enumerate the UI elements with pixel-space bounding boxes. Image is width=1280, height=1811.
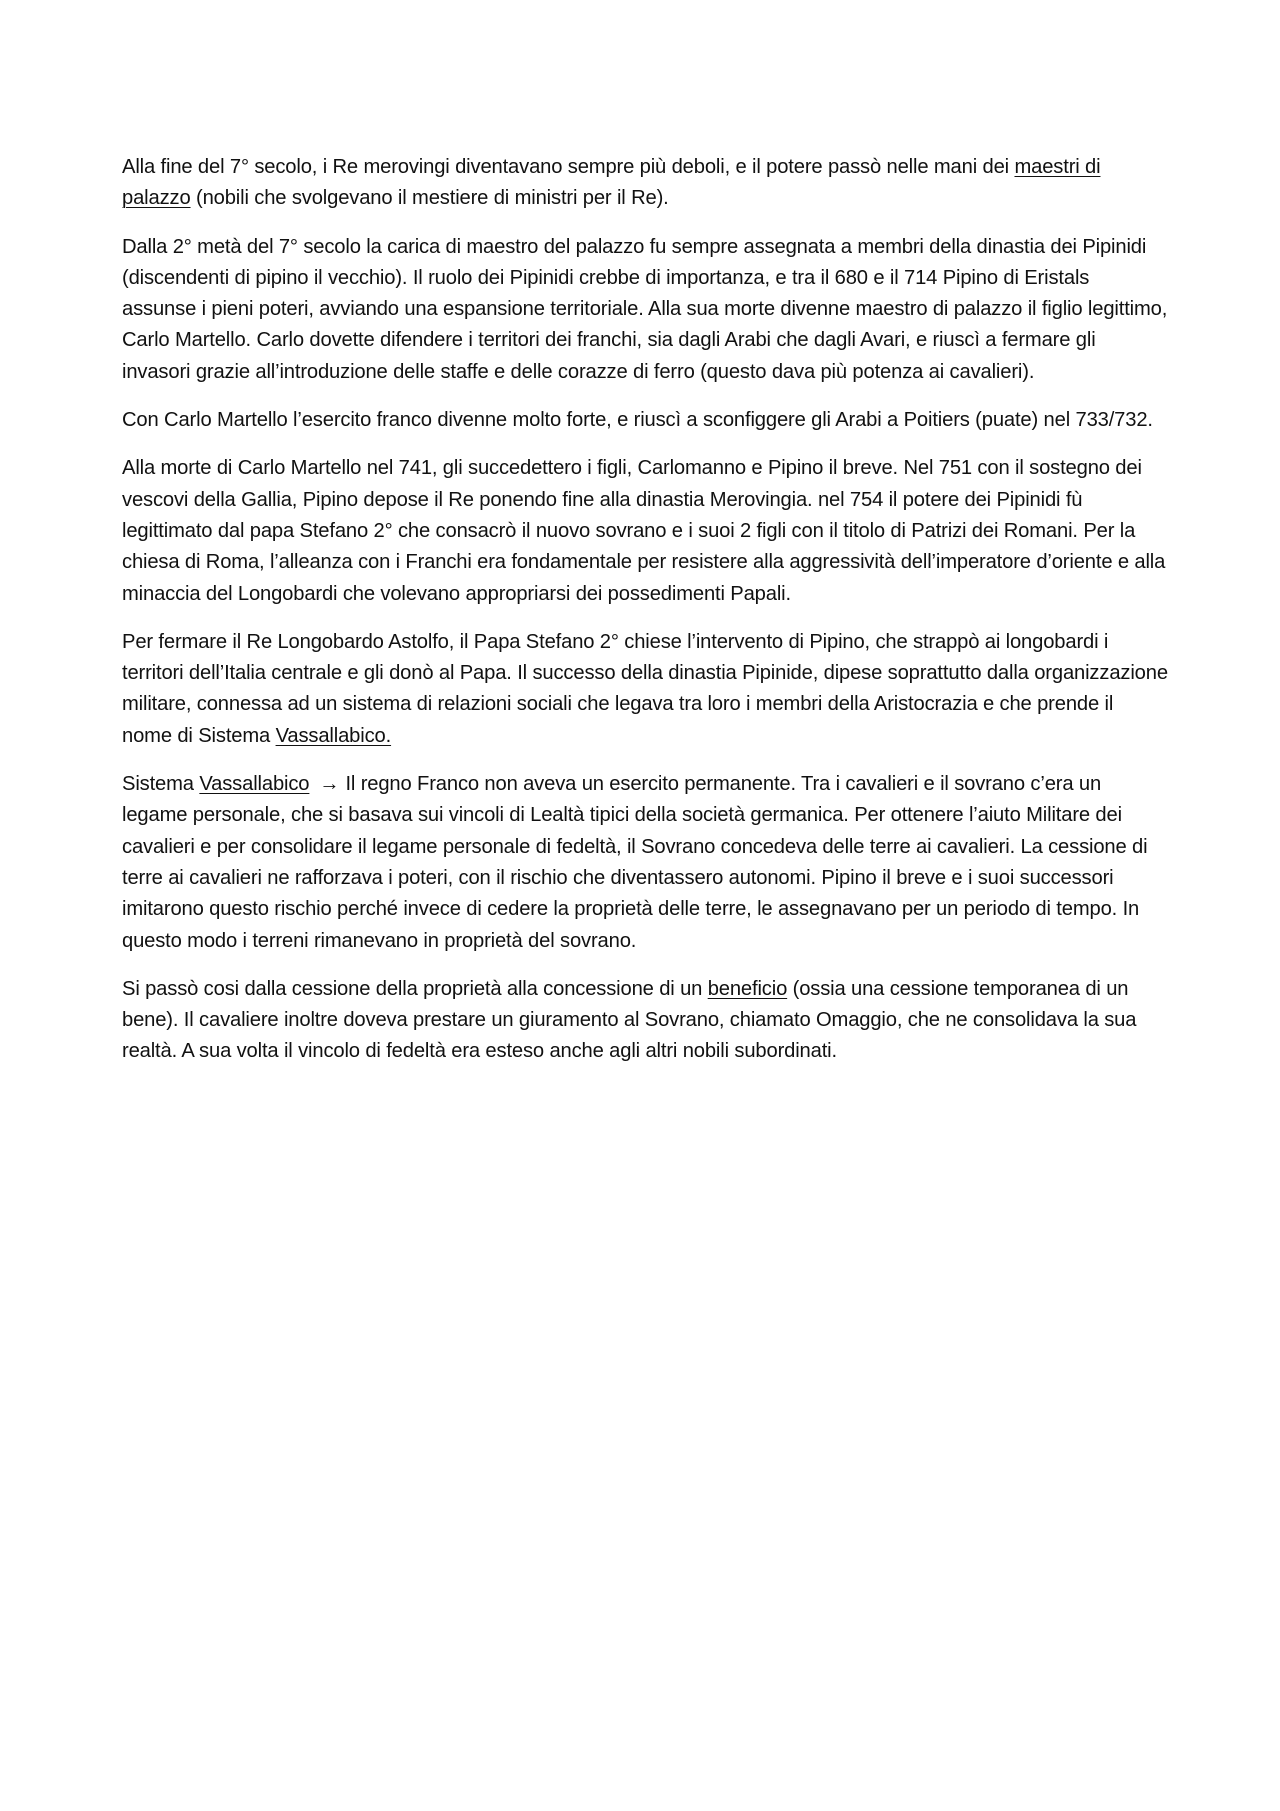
- paragraph-7-text-b: (ossia una cessione temporanea di un bene). Il cavaliere inoltre doveva prestare un giuramento al Sovrano, chiamato Omaggio, che ne consolidava la sua realtà. A sua volta il vincolo di fedeltà era esteso anche agli altri nobili subordinati.: [122, 977, 1137, 1063]
- paragraph-6-text-b: Il regno Franco non aveva un esercito permanente. Tra i cavalieri e il sovrano c’era un legame personale, che si basava sui vincoli di Lealtà tipici della società germanica. Per ottenere l’aiuto Militare dei cavalieri e per consolidare il legame personale di fedeltà, il Sovrano concedeva delle terre ai cavalieri. La cessione di terre ai cavalieri ne rafforzava i poteri, con il rischio che diventassero autonomi. Pipino il breve e i suoi successori imitarono questo rischio perché invece di cedere la proprietà delle terre, le assegnavano per un periodo di tempo. In questo modo i terreni rimanevano in proprietà del sovrano.: [122, 773, 1148, 952]
- paragraph-1: [122, 152, 1168, 215]
- paragraph-6-text-a: Sistema: [122, 773, 200, 796]
- paragraph-5: [122, 627, 1168, 752]
- underlined-term-beneficio: beneficio: [707, 977, 788, 1000]
- document-body: [122, 152, 1168, 1085]
- paragraph-4: Alla morte di Carlo Martello nel 741, gli succedettero i figli, Carlomanno e Pipino il breve. Nel 751 con il sostegno dei vescovi della Gallia, Pipino depose il Re ponendo fine alla dinastia Merovingia. nel 754 il potere dei Pipinidi fù legittimato dal papa Stefano 2° che consacrò il nuovo sovrano e i suoi 2 figli con il titolo di Patrizi dei Romani. Per la chiesa di Roma, l’alleanza con i Franchi era fondamentale per resistere alla aggressività dell’imperatore d’oriente e alla minaccia del Longobardi che volevano appropriarsi dei possedimenti Papali.: [122, 457, 1166, 605]
- underlined-term-maestri-di-palazzo: maestri di palazzo: [122, 156, 1101, 210]
- arrow-right-icon: →: [319, 773, 340, 796]
- paragraph-1-text-a: Alla fine del 7° secolo, i Re merovingi diventavano sempre più deboli, e il potere passò nelle mani dei: [122, 156, 1015, 178]
- paragraph-5-text-a: Per fermare il Re Longobardo Astolfo, il Papa Stefano 2° chiese l’intervento di Pipino, che strappò ai longobardi i territori dell’Italia centrale e gli donò al Papa. Il successo della dinastia Pipinide, dipese soprattutto dalla organizzazione militare, connessa ad un sistema di relazioni sociali che legava tra loro i membri della Aristocrazia e che prende il nome di Sistema: [122, 630, 1168, 747]
- underlined-term-vassallabico-heading: Vassallabico: [199, 773, 310, 796]
- paragraph-3: Con Carlo Martello l’esercito franco divenne molto forte, e riuscì a sconfiggere gli Arabi a Poitiers (puate) nel 733/732.: [122, 409, 1153, 432]
- paragraph-7: [122, 974, 1168, 1068]
- underlined-term-vassallabico: Vassallabico.: [275, 724, 392, 747]
- paragraph-6: [122, 769, 1168, 957]
- paragraph-7-text-a: Si passò cosi dalla cessione della proprietà alla concessione di un: [122, 977, 708, 1000]
- paragraph-2: Dalla 2° metà del 7° secolo la carica di maestro del palazzo fu sempre assegnata a membri della dinastia dei Pipinidi (discendenti di pipino il vecchio). Il ruolo dei Pipinidi crebbe di importanza, e tra il 680 e il 714 Pipino di Eristals assunse i pieni poteri, avviando una espansione territoriale. Alla sua morte divenne maestro di palazzo il figlio legittimo, Carlo Martello. Carlo dovette difendere i territori dei franchi, sia dagli Arabi che dagli Avari, e riuscì a fermare gli invasori grazie all’introduzione delle staffe e delle corazze di ferro (questo dava più potenza ai cavalieri).: [122, 235, 1168, 383]
- paragraph-1-text-b: (nobili che svolgevano il mestiere di ministri per il Re).: [190, 187, 669, 210]
